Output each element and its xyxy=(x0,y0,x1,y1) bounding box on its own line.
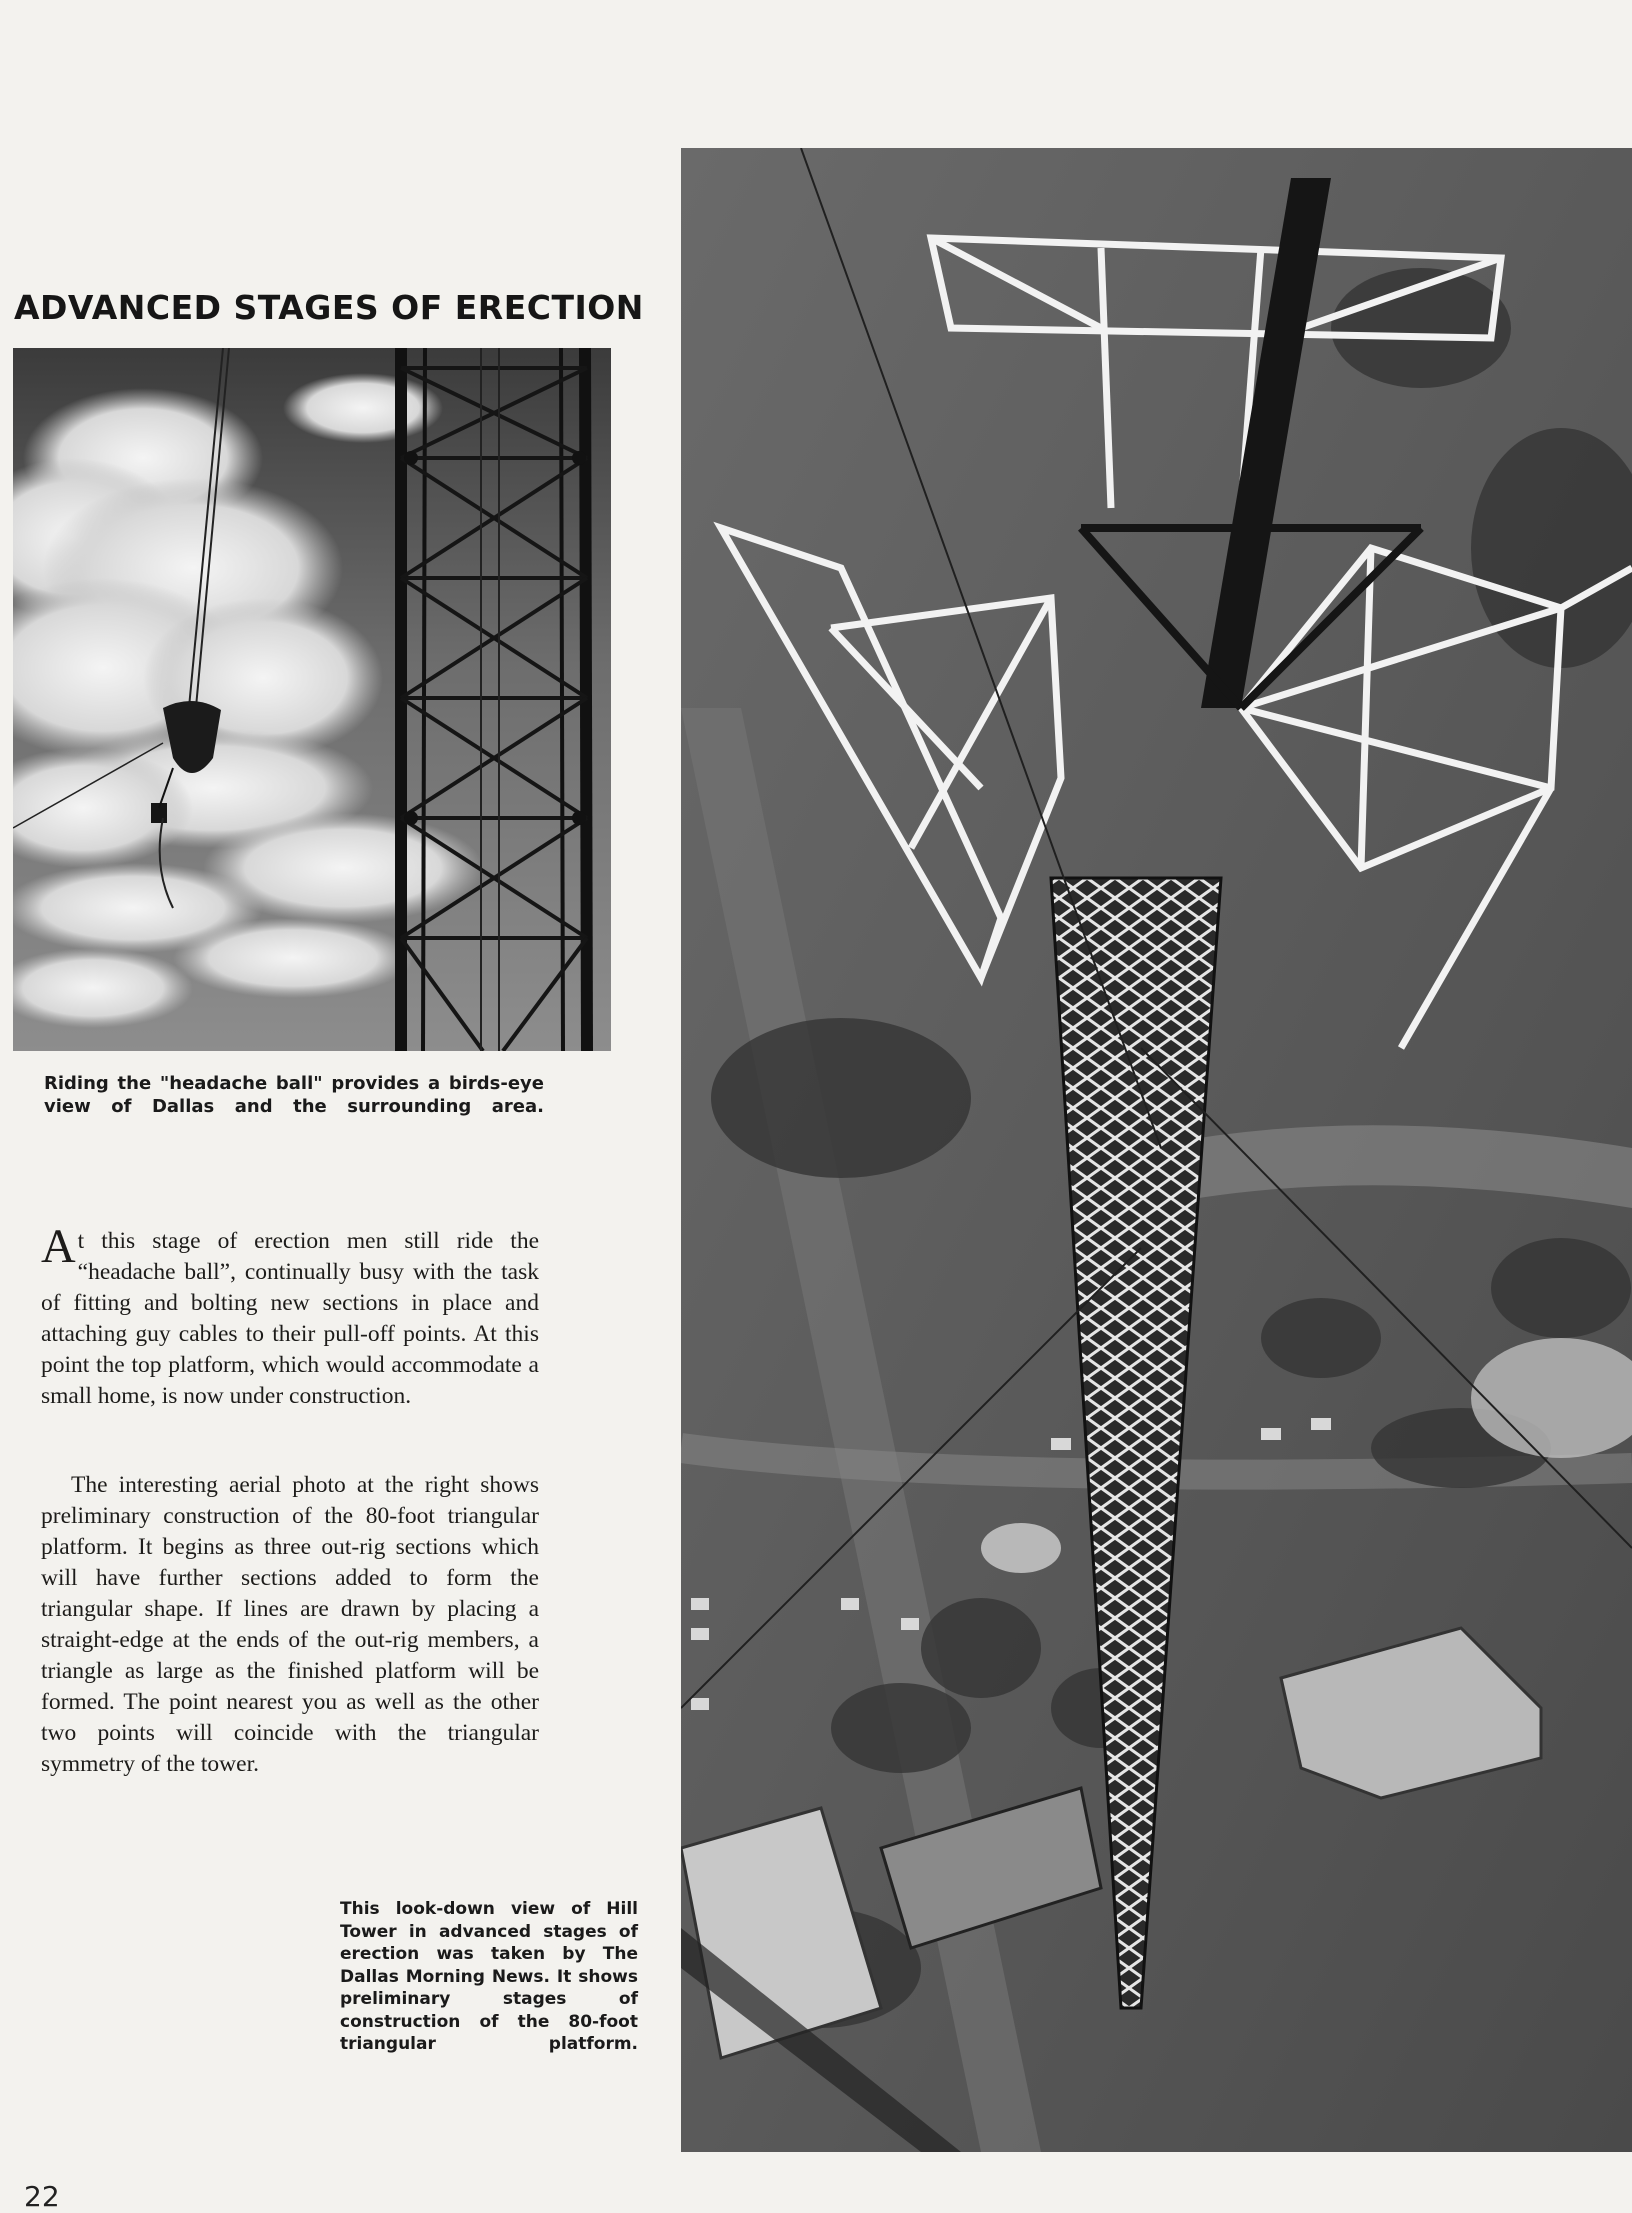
aerial-tower-photo xyxy=(681,148,1632,2152)
article-paragraph-2: The interesting aerial photo at the right shows preliminary construction of the 80-foot triangular platform. It begins as three out-rig sections which will have further sections added to form the triangular shape. If lines are drawn by placing a straight-edge at the ends of the out-rig members, a triangle as large as the finished platform will be formed. The point nearest you as well as the other two points will coincide with the triangular symmetry of the tower. xyxy=(41,1472,539,1777)
crane-tower-photo xyxy=(13,348,611,1051)
aerial-tower-photo-icon xyxy=(681,148,1632,2152)
crane-tower-sky-photo-icon xyxy=(13,348,611,1051)
left-photo-caption: Riding the "headache ball" provides a birds-eye view of Dallas and the surrounding area. xyxy=(44,1073,544,1117)
drop-cap: A xyxy=(41,1220,76,1273)
page-title: ADVANCED STAGES OF ERECTION xyxy=(14,288,644,327)
right-photo-caption: This look-down view of Hill Tower in advanced stages of erection was taken by The Dallas Morning News. It shows preliminary stages of construction of the 80-foot triangular platform. xyxy=(340,1899,638,2054)
paragraph-1-text: t this stage of erection men still ride the “headache ball”, continually busy with the task of fitting and bolting new sections in place and attaching guy cables to their pull-off points. At this point the top platform, which would accommodate a small home, is now under construction. xyxy=(41,1228,539,1409)
page-number: 22 xyxy=(24,2180,60,2213)
article-paragraph-1 xyxy=(41,1220,539,1412)
